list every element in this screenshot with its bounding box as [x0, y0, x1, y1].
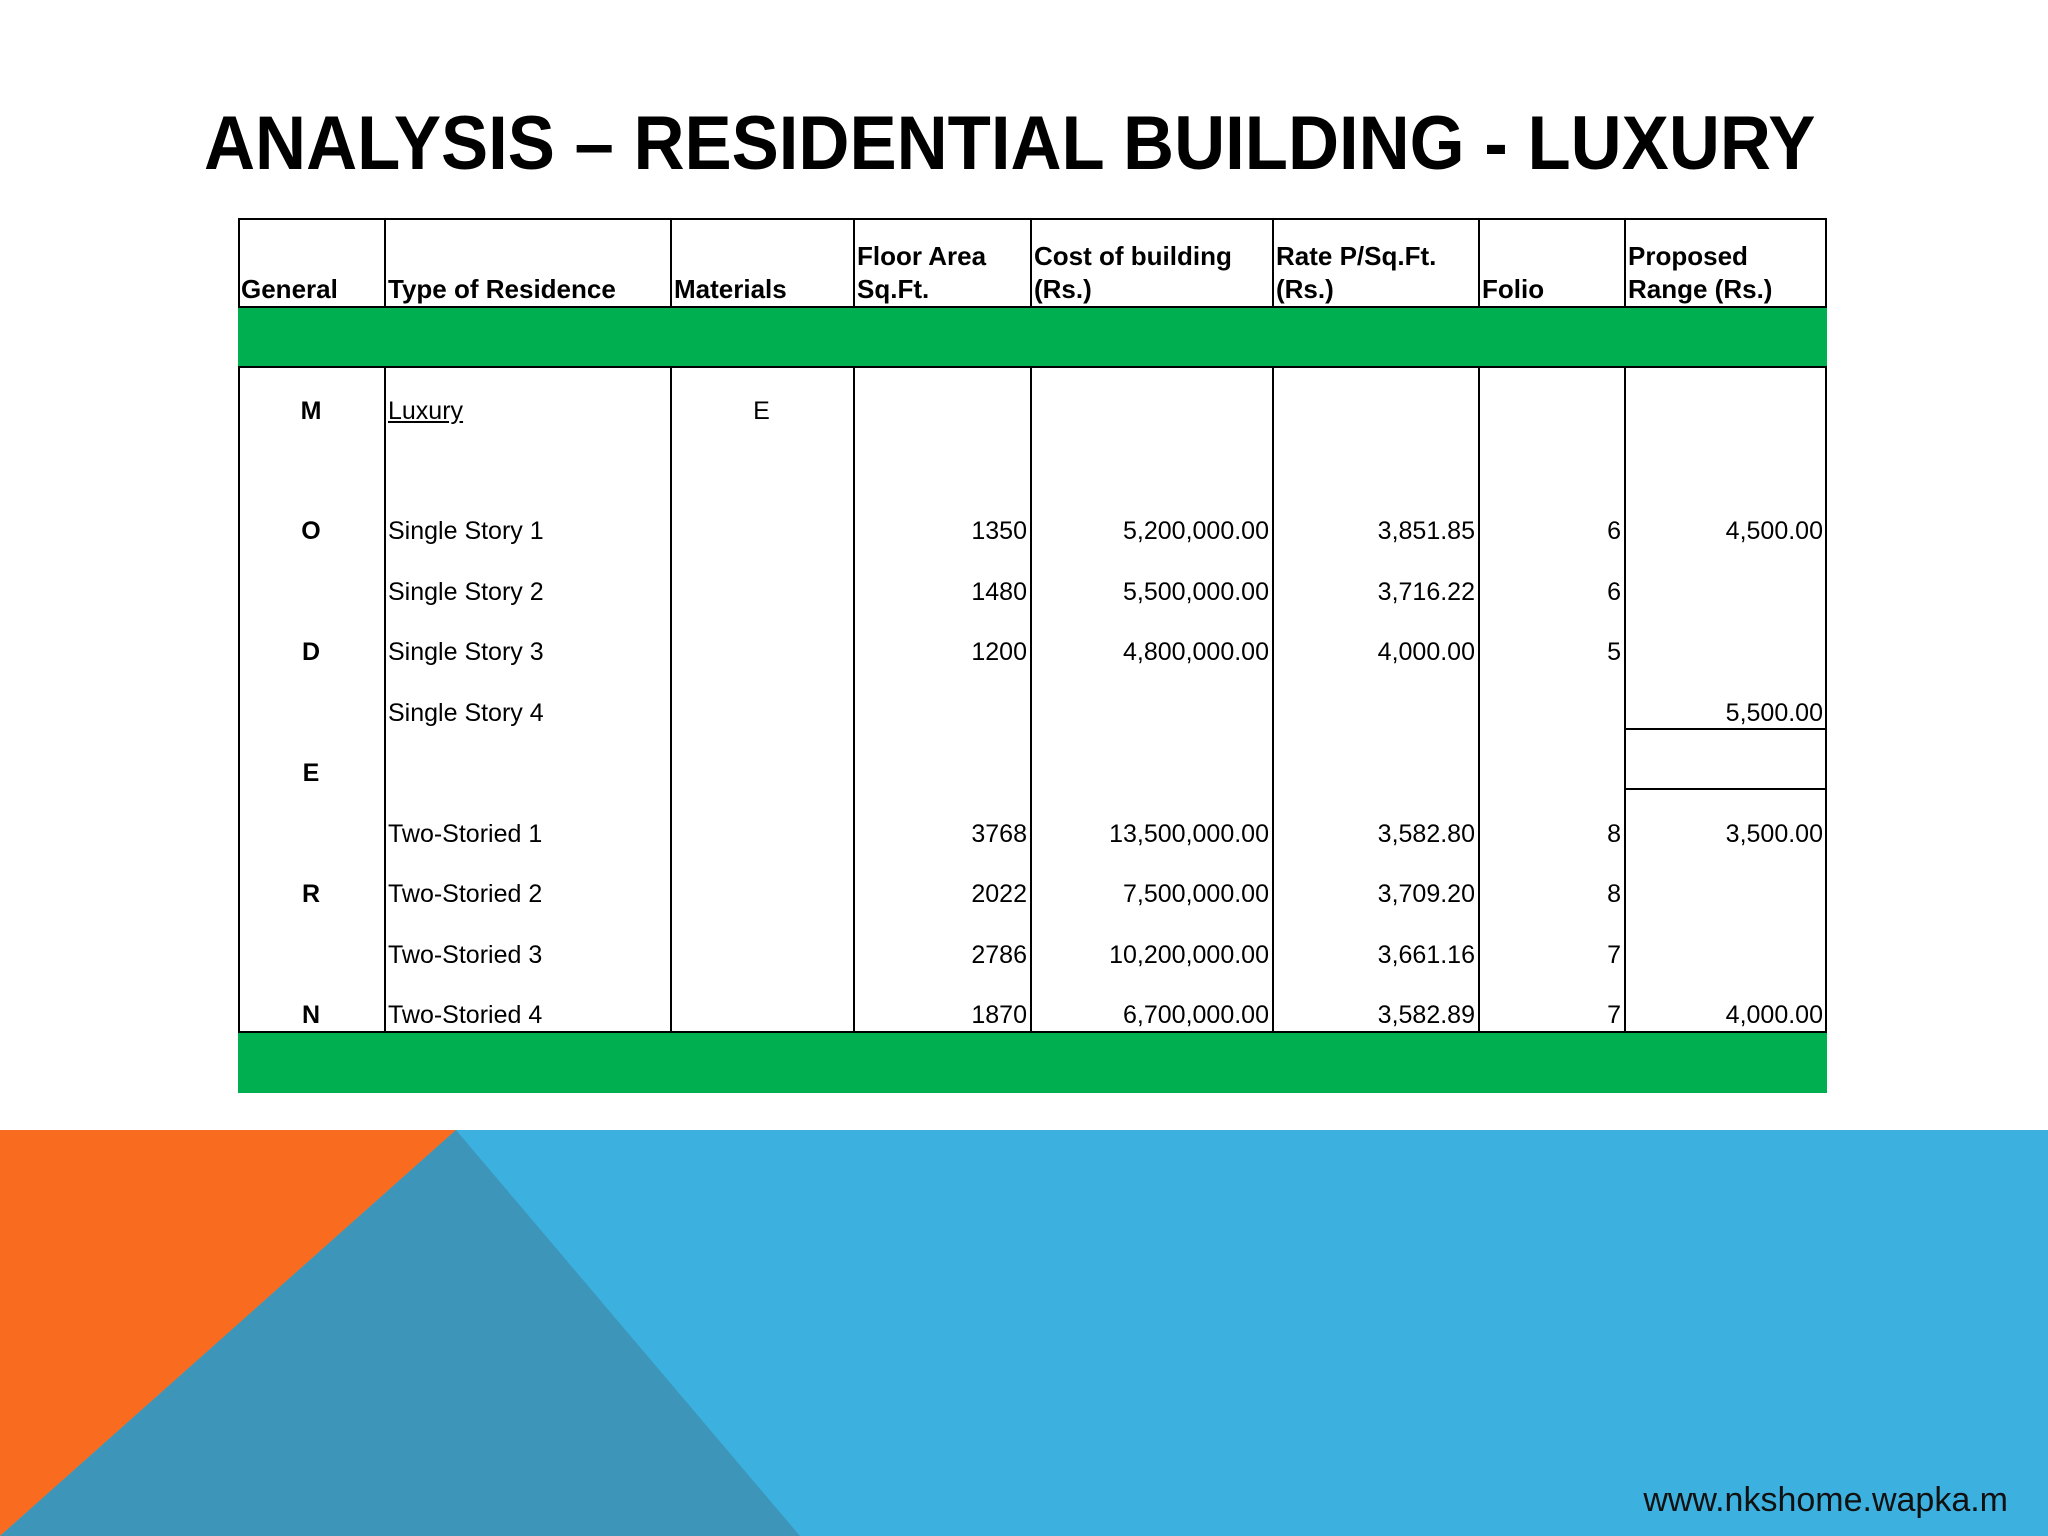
band-border [238, 1031, 1827, 1033]
materials-value: E [753, 397, 770, 425]
cell-folio: 7 [1607, 941, 1621, 969]
col-divider [1478, 218, 1480, 307]
header-green-band [238, 307, 1827, 367]
cell-type: Single Story 2 [388, 578, 544, 606]
cell-rate: 4,000.00 [1377, 638, 1475, 666]
cell-folio: 5 [1607, 638, 1621, 666]
cell-cost: 10,200,000.00 [1109, 941, 1269, 969]
cell-type: Two-Storied 1 [388, 820, 543, 848]
proposed-box-line [1624, 728, 1827, 730]
col-divider [670, 367, 672, 1033]
cell-type: Two-Storied 2 [388, 880, 543, 908]
cell-floor-area: 3768 [971, 820, 1027, 848]
decorative-footer-shapes [0, 1130, 2048, 1536]
col-divider [1272, 218, 1274, 307]
header-proposed-range: Proposed Range (Rs.) [1628, 241, 1773, 304]
cell-folio: 7 [1607, 1001, 1621, 1029]
col-divider [1624, 218, 1626, 307]
header-type-of-residence: Type of Residence [388, 274, 616, 304]
footer-green-band [238, 1033, 1827, 1093]
analysis-table [238, 218, 1827, 1093]
col-divider [1272, 367, 1274, 1033]
header-materials: Materials [674, 274, 787, 304]
cell-rate: 3,582.89 [1377, 1001, 1475, 1029]
cell-proposed: 3,500.00 [1725, 820, 1823, 848]
cell-folio: 8 [1607, 880, 1621, 908]
category-label: Luxury [388, 397, 464, 425]
cell-floor-area: 1480 [971, 578, 1027, 606]
table-top-border [238, 218, 1827, 220]
col-divider [853, 218, 855, 307]
cell-floor-area: 1870 [971, 1001, 1027, 1029]
col-divider [384, 218, 386, 307]
cell-floor-area: 2786 [971, 941, 1027, 969]
cell-type: Two-Storied 3 [388, 941, 543, 969]
general-letter: O [301, 517, 321, 545]
col-divider [1478, 367, 1480, 1033]
general-letter: M [300, 397, 322, 425]
cell-folio: 6 [1607, 517, 1621, 545]
slide-title: ANALYSIS – RESIDENTIAL BUILDING - LUXURY [204, 101, 1816, 186]
cell-proposed: 4,500.00 [1725, 517, 1823, 545]
cell-floor-area: 2022 [971, 880, 1027, 908]
cell-folio: 8 [1607, 820, 1621, 848]
cell-rate: 3,851.85 [1377, 517, 1475, 545]
cell-proposed: 4,000.00 [1725, 1001, 1823, 1029]
col-divider [1030, 218, 1032, 307]
cell-cost: 7,500,000.00 [1123, 880, 1269, 908]
col-divider [670, 218, 672, 307]
general-letter: R [301, 880, 321, 908]
cell-cost: 6,700,000.00 [1123, 1001, 1269, 1029]
col-divider [384, 367, 386, 1033]
cell-cost: 5,200,000.00 [1123, 517, 1269, 545]
header-rate-per-sqft: Rate P/Sq.Ft. (Rs.) [1276, 241, 1437, 304]
general-letter: E [302, 759, 320, 787]
cell-cost: 13,500,000.00 [1109, 820, 1269, 848]
cell-folio: 6 [1607, 578, 1621, 606]
col-divider [1030, 367, 1032, 1033]
cell-proposed: 5,500.00 [1725, 699, 1823, 727]
cell-floor-area: 1350 [971, 517, 1027, 545]
cell-rate: 3,661.16 [1377, 941, 1475, 969]
general-letter: N [301, 1001, 321, 1029]
cell-type: Single Story 3 [388, 638, 544, 666]
header-folio: Folio [1482, 274, 1545, 304]
header-floor-area: Floor Area Sq.Ft. [857, 241, 987, 304]
band-border [238, 366, 1827, 368]
cell-type: Single Story 4 [388, 699, 544, 727]
header-general: General [241, 274, 338, 304]
col-divider [853, 367, 855, 1033]
header-cost-of-building: Cost of building (Rs.) [1034, 241, 1232, 304]
cell-cost: 5,500,000.00 [1123, 578, 1269, 606]
cell-rate: 3,709.20 [1377, 880, 1475, 908]
cell-floor-area: 1200 [971, 638, 1027, 666]
cell-type: Two-Storied 4 [388, 1001, 543, 1029]
cell-rate: 3,582.80 [1377, 820, 1475, 848]
cell-rate: 3,716.22 [1377, 578, 1475, 606]
proposed-box-line [1624, 788, 1827, 790]
cell-type: Single Story 1 [388, 517, 544, 545]
band-border [238, 306, 1827, 308]
general-letter: D [301, 638, 321, 666]
cell-cost: 4,800,000.00 [1123, 638, 1269, 666]
footer-url: www.nkshome.wapka.m [1643, 1481, 2008, 1519]
